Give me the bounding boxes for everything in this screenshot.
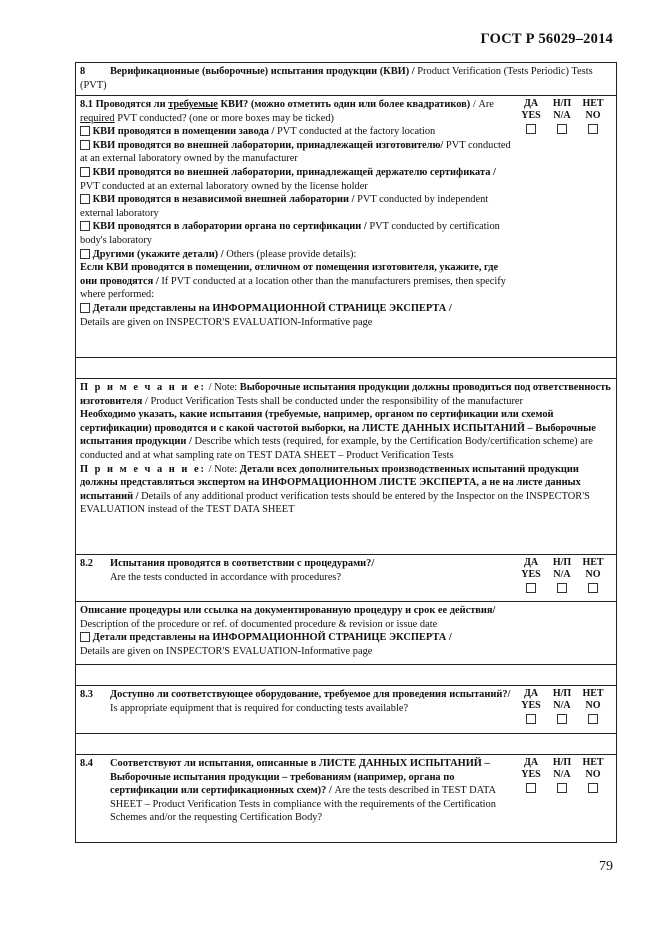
question-8-2-row (76, 555, 616, 602)
option-factory-checkbox[interactable] (80, 126, 90, 136)
procedure-description-row (76, 602, 616, 665)
yn-group-8-1: ДА YES Н/П N/A НЕТ NO (516, 96, 616, 357)
note-paragraph-1: П р и м е ч а н и е: / Note: Выборочные испытания продукции должны проводиться под ответственность изготовителя / Product Verification Tests shall be conducted under the responsibility of the manufacturer (80, 382, 611, 407)
yn-group-8-4: ДА YES Н/П N/A НЕТ NO (516, 755, 616, 842)
section-number: 8 (80, 66, 86, 77)
section-title-en: Product Verification (Tests Periodic) Tests (PVT) (80, 66, 593, 91)
q82-yes-checkbox[interactable] (526, 583, 536, 593)
question-8-3-ru: Доступно ли соответствующее оборудование, требуемое для проведения испытаний?/ (110, 689, 511, 700)
option-certification-body-lab-checkbox[interactable] (80, 221, 90, 231)
page-number: 79 (599, 859, 613, 874)
q81-yes-checkbox[interactable] (526, 124, 536, 134)
option-certification-body-lab: КВИ проводятся в лаборатории органа по сертификации / PVT conducted by certification body's laboratory (80, 221, 500, 246)
q84-no-checkbox[interactable] (588, 783, 598, 793)
question-8-2-ru: Испытания проводятся в соответствии с процедурами?/ (110, 558, 375, 569)
note-paragraph-3: П р и м е ч а н и е: / Note: Детали всех дополнительных производственных испытаний продукции должны представляться экспертом на ИНФОРМАЦИОННОМ ЛИСТЕ ЭКСПЕРТА, а не на листе данных испытаний / Details of any additional product verification tests should be entered by the Inspector on the INSPECTOR'S EVALUATION instead of the TEST DATA SHEET (80, 463, 590, 516)
procedure-description-ru: Описание процедуры или ссылка на документированную процедуру и срок ее действия/ (80, 605, 496, 616)
q84-yes-checkbox[interactable] (526, 783, 536, 793)
procedure-description-en: Description of the procedure or ref. of documented procedure & revision or issue date (80, 618, 438, 630)
question-8-3-row (76, 686, 616, 734)
yn-group-8-2: ДА YES Н/П N/A НЕТ NO (516, 555, 616, 601)
question-8-4-number: 8.4 (80, 758, 93, 769)
question-8-2-number: 8.2 (80, 558, 93, 569)
option-manufacturer-lab: КВИ проводятся во внешней лаборатории, принадлежащей изготовителю/ PVT conducted at an external laboratory owned by the manufacturer (80, 139, 511, 165)
empty-row (76, 734, 616, 755)
details-inspector-page-en: Details are given on INSPECTOR'S EVALUATION-Informative page (80, 316, 373, 328)
details-inspector-page-checkbox[interactable] (80, 303, 90, 313)
empty-row (76, 665, 616, 686)
q82-no-checkbox[interactable] (588, 583, 598, 593)
option-others-checkbox[interactable] (80, 249, 90, 259)
option-manufacturer-lab-checkbox[interactable] (80, 140, 90, 150)
desc-details-checkbox[interactable] (80, 632, 90, 642)
note-paragraph-2: Необходимо указать, какие испытания (требуемые, например, органом по сертификации или схемой сертификации) проводятся и с какой частотой выборки, на ЛИСТЕ ДАННЫХ ИСПЫТАНИЙ – Выборочные испытания продукции / Describe which tests (required, for example, by the Certification Body/certification scheme) are conducted and at what sampling rate on TEST DATA SHEET – Product Verification Tests (80, 409, 596, 461)
q83-no-checkbox[interactable] (588, 714, 598, 724)
q81-na-checkbox[interactable] (557, 124, 567, 134)
checklist-table (75, 62, 617, 843)
option-license-holder-lab: КВИ проводятся во внешней лаборатории, принадлежащей держателю сертификата / PVT conducted at an external laboratory owned by the license holder (80, 166, 496, 192)
question-8-2-en: Are the tests conducted in accordance with procedures? (110, 571, 342, 583)
details-inspector-page: Детали представлены на ИНФОРМАЦИОННОЙ СТРАНИЦЕ ЭКСПЕРТА / (80, 302, 512, 316)
q81-no-checkbox[interactable] (588, 124, 598, 134)
empty-row (76, 358, 616, 379)
desc-details-inspector-page-en: Details are given on INSPECTOR'S EVALUATION-Informative page (80, 645, 373, 657)
option-independent-lab-checkbox[interactable] (80, 194, 90, 204)
section-title-ru: Верификационные (выборочные) испытания продукции (КВИ) / (110, 66, 415, 77)
q84-na-checkbox[interactable] (557, 783, 567, 793)
note-row (76, 379, 616, 555)
option-independent-lab: КВИ проводятся в независимой внешней лаборатории / PVT conducted by independent external laboratory (80, 194, 489, 219)
standard-header: ГОСТ Р 56029–2014 (480, 31, 613, 47)
question-8-4-en: Are the tests described in TEST DATA SHEET – Product Verification Tests in compliance with the requirements of the Certification Schemes and/or the requesting Certification Body? (110, 785, 496, 824)
section-title-row (76, 63, 616, 96)
desc-details-inspector-page: Детали представлены на ИНФОРМАЦИОННОЙ СТРАНИЦЕ ЭКСПЕРТА / (80, 631, 612, 645)
question-8-4-ru: Соответствуют ли испытания, описанные в ЛИСТЕ ДАННЫХ ИСПЫТАНИЙ – Выборочные испытания продукции – требованиям (например, органа по сертификации или сертификационных схем)? / (110, 758, 490, 797)
question-8-1-row (76, 96, 616, 358)
question-8-3-number: 8.3 (80, 689, 93, 700)
yn-group-8-3: ДА YES Н/П N/A НЕТ NO (516, 686, 616, 733)
option-others: Другими (укажите детали) / Others (please provide details): (80, 248, 512, 262)
q82-na-checkbox[interactable] (557, 583, 567, 593)
q83-na-checkbox[interactable] (557, 714, 567, 724)
option-factory: КВИ проводятся в помещении завода / PVT conducted at the factory location (80, 125, 512, 139)
option-license-holder-lab-checkbox[interactable] (80, 167, 90, 177)
other-location-text: Если КВИ проводятся в помещении, отличном от помещения изготовителя, укажите, где они проводятся / If PVT conducted at a location other than the manufacturers premises, then specify where performed: (80, 262, 506, 301)
q83-yes-checkbox[interactable] (526, 714, 536, 724)
question-8-3-en: Is appropriate equipment that is required for conducting tests available? (110, 702, 409, 714)
question-8-1-text: 8.1 Проводятся ли требуемые КВИ? (можно отметить один или более квадратиков) / Are required PVT conducted? (one or more boxes may be ticked) (80, 99, 494, 124)
question-8-4-row (76, 755, 616, 842)
